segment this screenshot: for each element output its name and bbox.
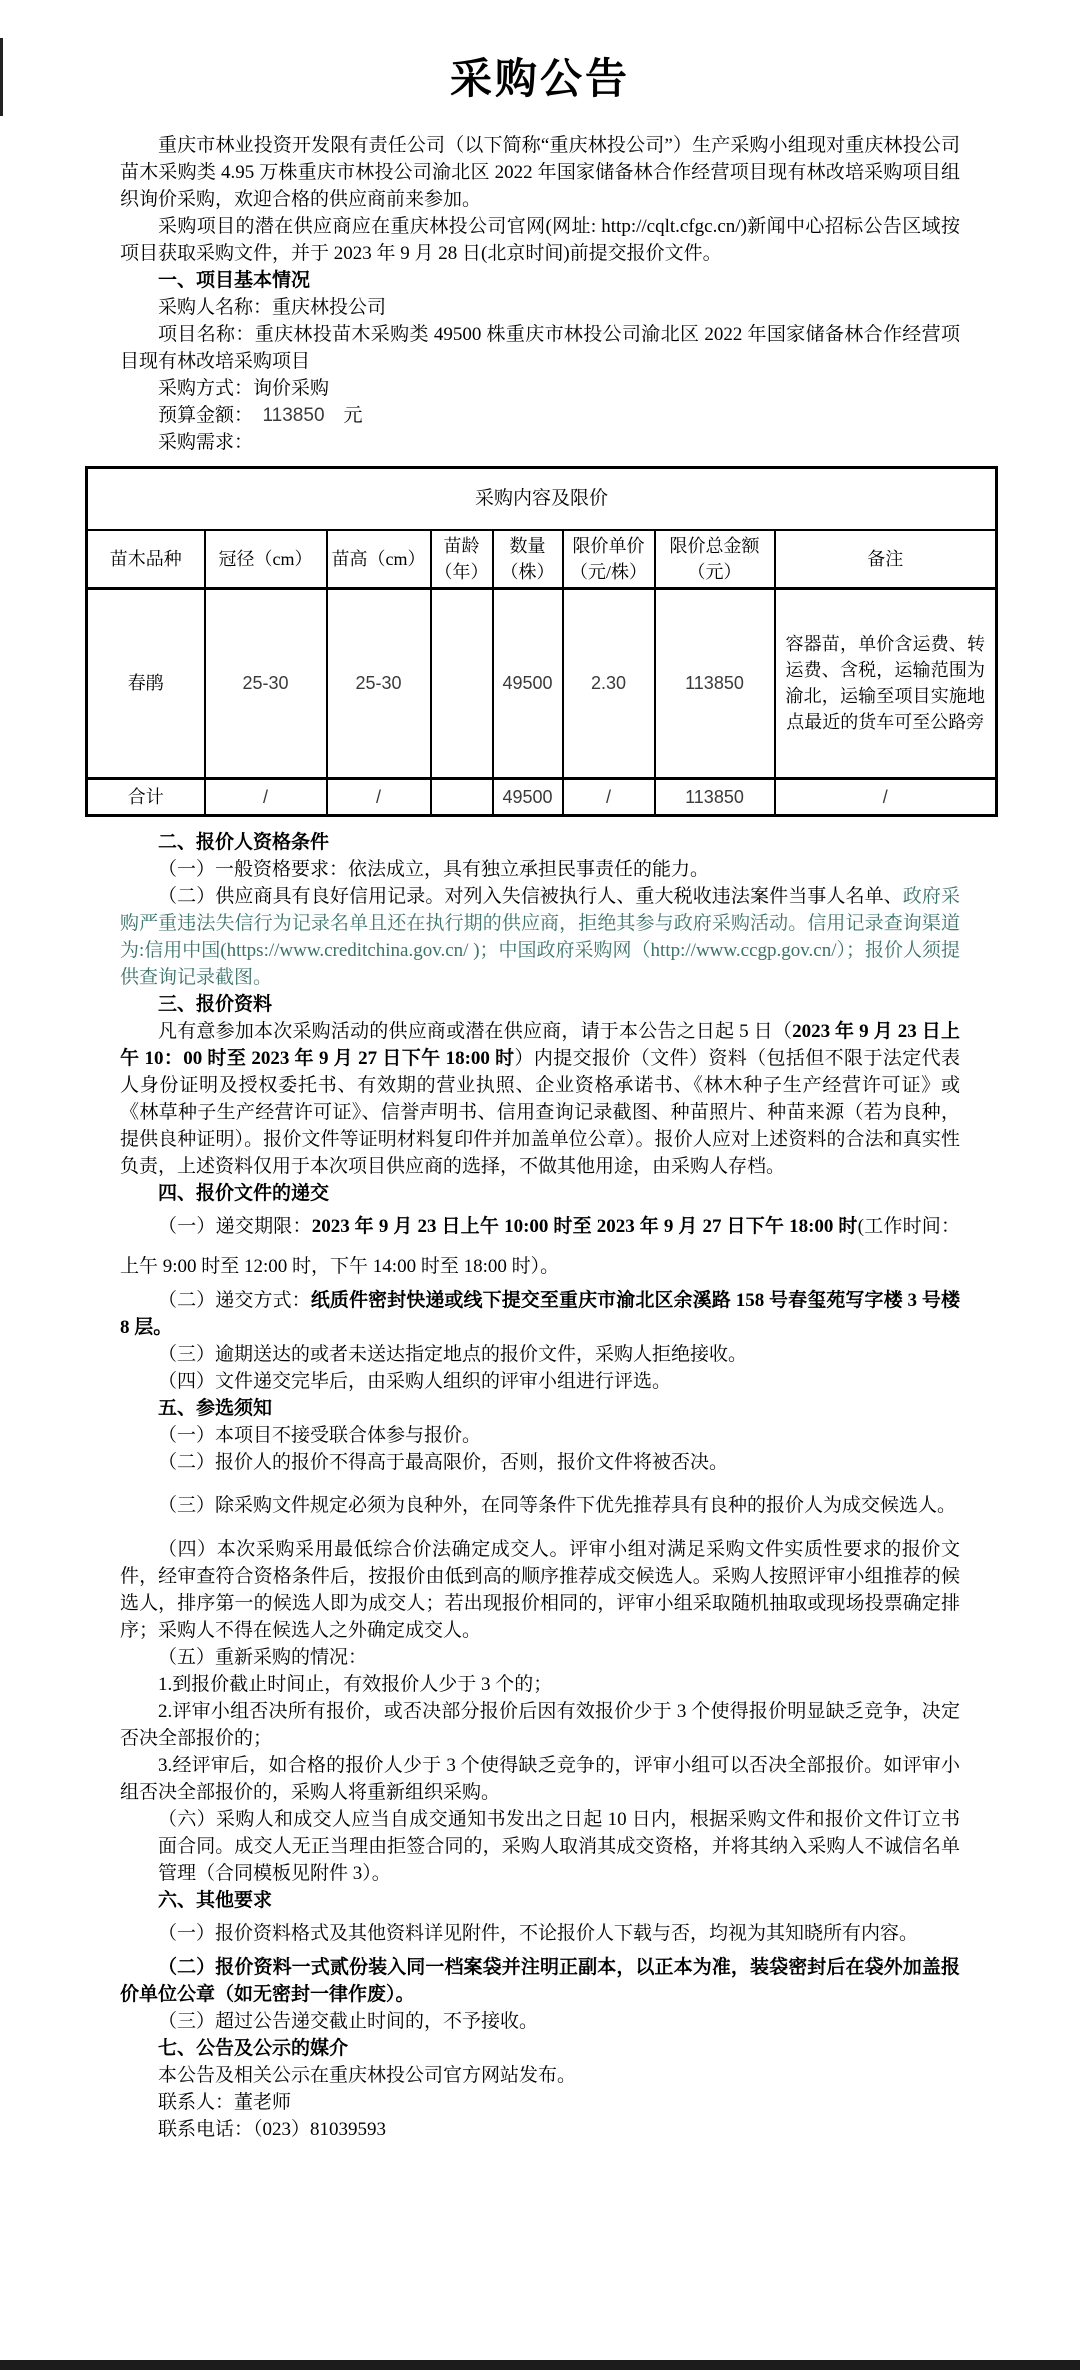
column-header	[327, 530, 431, 589]
paragraph	[120, 2062, 960, 2089]
table-row-species	[87, 588, 997, 778]
text-segment: ）内提交报价（文件）资料（包括但不限于法定代表人身份证明及授权委托书、有效期的营业执照、企业资格承诺书、《林木种子生产经营许可证》或《林草种子生产经营许可证》、信誉声明书、信用查询记录截图、种苗照片、种苗来源（若为良种，提供良种证明）。报价文件等证明材料复印件并加盖单位公章）。报价人应对上述资料的合法和真实性负责，上述资料仅用于本次项目供应商的选择，不做其他用途，由采购人存档。	[120, 1047, 960, 1177]
table-caption	[87, 468, 997, 530]
paragraph	[120, 1486, 960, 1526]
table-cell	[563, 778, 655, 815]
cell-text: 冠径（cm）	[218, 548, 313, 569]
text-segment: （六）采购人和成交人应当自成交通知书发出之日起 10 日内，根据采购文件和报价文件订立书面合同。成交人无正当理由拒签合同的，采购人取消其成交资格，并将其纳入采购人不诚信名单管理（合同模板见附件 3）。	[158, 1808, 960, 1884]
cell-text: 春鹃	[127, 673, 164, 693]
cell-text: 49500	[502, 673, 553, 693]
paragraph	[120, 1207, 960, 1287]
paragraph	[120, 2116, 960, 2143]
cell-text: /	[262, 786, 268, 807]
paragraph	[120, 1449, 960, 1476]
paragraph	[120, 294, 960, 321]
text-segment: （四）文件递交完毕后，由采购人组织的评审小组进行评选。	[158, 1370, 672, 1392]
cell-text: 容器苗，单价含运费、转运费、含税，运输范围为渝北，运输至项目实施地点最近的货车可至公路旁	[785, 634, 986, 732]
document-body	[0, 132, 1080, 2143]
table-cell	[431, 778, 493, 815]
paragraph	[120, 429, 960, 456]
cell-text: 限价单价（元/株）	[569, 535, 647, 582]
paragraph	[120, 1018, 960, 1180]
text-segment: （三）除采购文件规定必须为良种外，在同等条件下优先推荐具有良种的报价人为成交候选人。	[158, 1494, 957, 1516]
text-segment: 采购人名称：重庆林投公司	[158, 297, 387, 318]
paragraph	[120, 1422, 960, 1449]
column-header	[563, 530, 655, 589]
table-header-row	[87, 530, 997, 589]
paragraph	[120, 1698, 960, 1752]
text-segment: 重庆市林业投资开发限有责任公司（以下简称“重庆林投公司”）生产采购小组现对重庆林投公司苗木采购类 4.95 万株重庆市林投公司渝北区 2022 年国家储备林合作经营项目现有林改培采购项目组织询价采购，欢迎合格的供应商前来参加。	[120, 135, 960, 210]
text-segment: 政府采购严重违法失信行为记录名单且还在执行期的供应商，拒绝其参与政府采购活动。信用记录查询渠道为:信用中国(https://www.creditchina.gov.cn/ )；中国政府采购网（http://www.ccgp.gov.cn/）；报价人须提供查询记录截图。	[120, 885, 960, 988]
table-cell	[87, 778, 205, 815]
text-segment: 采购项目的潜在供应商应在重庆林投公司官网(网址: http://cqlt.cfgc.cn/)新闻中心招标公告区域按项目获取采购文件，并于 2023 年 9 月 28 日(北京时间)前提交报价文件。	[120, 216, 960, 264]
text-segment: 113850	[262, 405, 325, 426]
text-segment: 2023 年 9 月 23 日上午 10：00 时至 2023 年 9 月 27 日下午 18:00 时	[120, 1020, 960, 1069]
text-segment: （三）逾期送达的或者未送达指定地点的报价文件，采购人拒绝接收。	[158, 1343, 748, 1365]
text-segment: （二）递交方式：	[158, 1289, 311, 1311]
text-segment: 预算金额：	[158, 405, 263, 426]
text-segment: （一）报价资料格式及其他资料详见附件，不论报价人下载与否，均视为其知晓所有内容。	[158, 1922, 919, 1944]
table-cell	[493, 588, 563, 778]
paragraph	[120, 1954, 960, 2008]
paragraph	[120, 132, 960, 213]
cell-text: 113850	[685, 786, 744, 807]
text-segment: 项目名称：重庆林投苗木采购类 49500 株重庆市林投公司渝北区 2022 年国家储备林合作经营项目现有林改培采购项目	[120, 324, 960, 372]
text-segment: （五）重新采购的情况：	[158, 1646, 368, 1668]
column-header	[431, 530, 493, 589]
column-header	[655, 530, 775, 589]
text-segment: 1.到报价截止时间止，有效报价人少于 3 个的；	[158, 1673, 553, 1695]
section-heading	[120, 829, 960, 856]
text-segment: 二、报价人资格条件	[158, 831, 330, 853]
paragraph	[120, 402, 960, 429]
paragraph	[120, 883, 960, 991]
table-cell	[775, 778, 997, 815]
paragraph	[120, 1806, 960, 1887]
section-heading	[120, 1180, 960, 1207]
paragraph	[120, 213, 960, 267]
column-header	[87, 530, 205, 589]
text-segment: 四、报价文件的递交	[158, 1182, 330, 1204]
cell-text: 25-30	[242, 673, 289, 693]
text-segment: 采购需求：	[158, 432, 254, 453]
cell-text: 限价总金额（元）	[669, 535, 760, 582]
cell-text: 采购内容及限价	[475, 487, 609, 509]
table-cell	[655, 588, 775, 778]
table-cell	[563, 588, 655, 778]
bottom-bar	[0, 2360, 1080, 2370]
cell-text: 25-30	[355, 673, 402, 693]
cell-text: /	[605, 786, 611, 807]
table-cell	[205, 778, 327, 815]
text-segment: （三）超过公告递交截止时间的，不予接收。	[158, 2010, 539, 2032]
text-segment: 一、项目基本情况	[158, 270, 311, 291]
paragraph	[120, 1341, 960, 1368]
paragraph	[120, 856, 960, 883]
table-row-total	[87, 778, 997, 815]
text-segment: 六、其他要求	[158, 1889, 273, 1911]
text-segment: 联系人：董老师	[158, 2091, 292, 2113]
cell-text: 数量（株）	[500, 535, 555, 582]
paragraph	[120, 321, 960, 375]
section-heading	[120, 991, 960, 1018]
text-segment: （二）报价人的报价不得高于最高限价，否则，报价文件将被否决。	[158, 1451, 729, 1473]
text-segment: （二）报价资料一式贰份装入同一档案袋并注明正副本，以正本为准，装袋密封后在袋外加盖报价单位公章（如无密封一律作废）。	[120, 1956, 960, 2005]
cell-text: 苗高（cm）	[331, 548, 426, 569]
cell-text: 备注	[867, 548, 904, 569]
cell-text: 苗木品种	[109, 548, 182, 569]
page-title: 采购公告	[449, 57, 630, 103]
paragraph	[120, 1368, 960, 1395]
text-segment: 七、公告及公示的媒介	[158, 2037, 349, 2059]
text-segment: 三、报价资料	[158, 993, 273, 1015]
table-cell	[493, 778, 563, 815]
text-segment: 凡有意参加本次采购活动的供应商或潜在供应商，请于本公告之日起 5 日（	[158, 1020, 793, 1042]
table-cell	[655, 778, 775, 815]
cell-text: 苗龄（年）	[434, 535, 489, 582]
table-cell	[327, 778, 431, 815]
page-edge-artifact	[0, 38, 3, 116]
text-segment: （一）递交期限：	[158, 1215, 312, 1237]
table-cell	[87, 588, 205, 778]
text-segment: （二）供应商具有良好信用记录。对列入失信被执行人、重大税收违法案件当事人名单、	[158, 885, 903, 907]
section-heading	[120, 1395, 960, 1422]
table-cell	[205, 588, 327, 778]
text-segment: 纸质件密封快递或线下提交至重庆市渝北区余溪路 158 号春玺苑写字楼 3 号楼 8 层。	[120, 1289, 960, 1338]
table-cell	[327, 588, 431, 778]
paragraph	[120, 1287, 960, 1341]
cell-text: /	[882, 786, 888, 807]
procurement-table	[85, 466, 998, 817]
text-segment: 2023 年 9 月 23 日上午 10:00 时至 2023 年 9 月 27 日下午 18:00 时	[311, 1215, 858, 1237]
cell-text: /	[375, 786, 381, 807]
cell-text: 合计	[127, 786, 164, 807]
paragraph	[120, 375, 960, 402]
section-heading	[120, 2035, 960, 2062]
cell-text: 49500	[502, 786, 553, 807]
cell-text: 113850	[685, 673, 744, 693]
column-header	[493, 530, 563, 589]
paragraph	[120, 1536, 960, 1644]
text-segment: （一）本项目不接受联合体参与报价。	[158, 1424, 482, 1446]
cell-text: 2.30	[590, 673, 627, 693]
section-heading	[120, 267, 960, 294]
table-caption-row	[87, 468, 997, 530]
paragraph	[120, 1644, 960, 1671]
text-segment: 五、参选须知	[158, 1397, 273, 1419]
paragraph	[120, 1671, 960, 1698]
text-segment: 采购方式：询价采购	[158, 378, 330, 399]
column-header	[775, 530, 997, 589]
text-segment: 元	[324, 405, 363, 426]
text-segment: 本公告及相关公示在重庆林投公司官方网站发布。	[158, 2064, 577, 2086]
table-cell	[775, 588, 997, 778]
paragraph	[120, 2089, 960, 2116]
text-segment: 联系电话：（023）81039593	[158, 2118, 387, 2140]
text-segment: （一）一般资格要求：依法成立，具有独立承担民事责任的能力。	[158, 858, 710, 880]
text-segment: 2.评审小组否决所有报价，或否决部分报价后因有效报价少于 3 个使得报价明显缺乏竞争，决定否决全部报价的；	[120, 1700, 960, 1749]
text-segment: 3.经评审后，如合格的报价人少于 3 个使得缺乏竞争的，评审小组可以否决全部报价。如评审小组否决全部报价的，采购人将重新组织采购。	[120, 1754, 960, 1803]
paragraph	[120, 1914, 960, 1954]
paragraph	[120, 2008, 960, 2035]
paragraph	[120, 1752, 960, 1806]
text-segment: (工作时间：上午 9:00 时至 12:00 时，下午 14:00 时至 18:00 时）。	[120, 1215, 961, 1277]
section-heading	[120, 1887, 960, 1914]
column-header	[205, 530, 327, 589]
text-segment: （四）本次采购采用最低综合价法确定成交人。评审小组对满足采购文件实质性要求的报价文件，经审查符合资格条件后，按报价由低到高的顺序推荐成交候选人。采购人按照评审小组推荐的候选人，排序第一的候选人即为成交人；若出现报价相同的，评审小组采取随机抽取或现场投票确定排序；采购人不得在候选人之外确定成交人。	[120, 1538, 960, 1641]
table-cell	[431, 588, 493, 778]
